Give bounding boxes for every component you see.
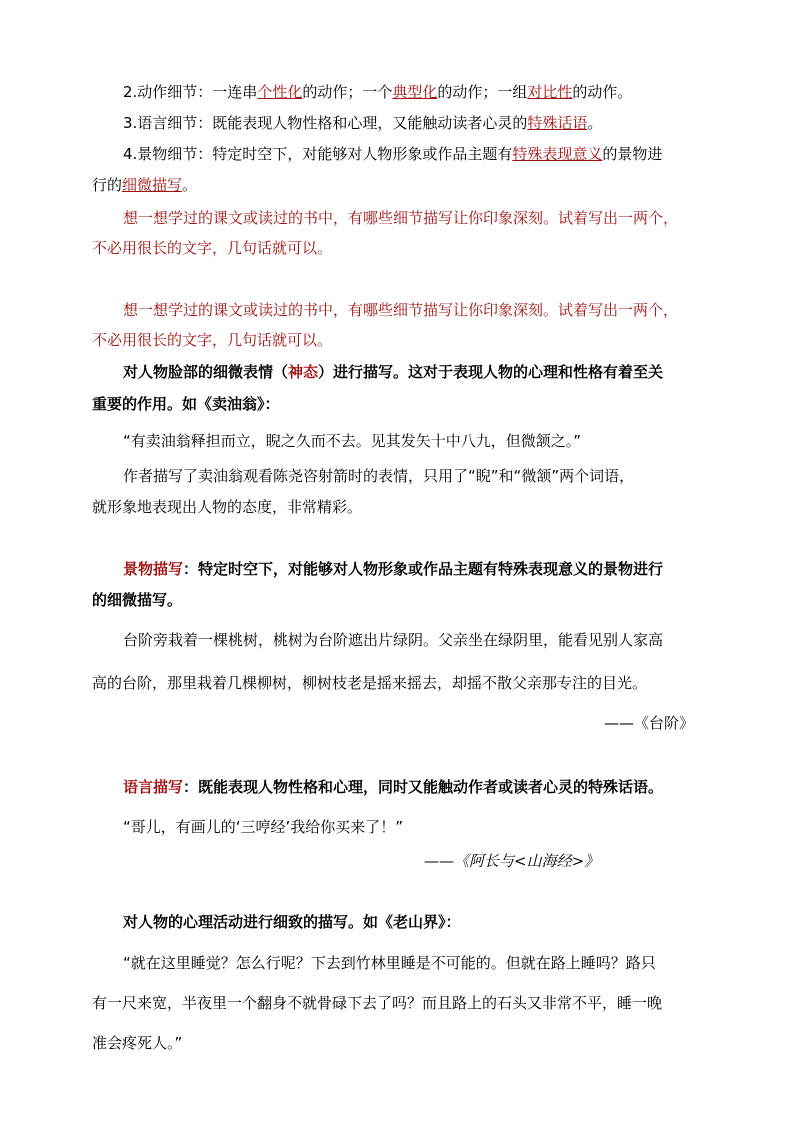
highlight-term: 特殊表现意义 [512,145,603,163]
psych-quote: “就在这里睡觉？怎么行呢？下去到竹林里睡是不可能的。但就在路上睡吗？路只 [123,954,656,972]
scenery-definition: 景物描写：特定时空下，对能够对人物形象或作品主题有特殊表现意义的景物进行 [123,560,664,578]
prompt-text: 想一想学过的课文或读过的书中，有哪些细节描写让你印象深刻。试着写出一两个， [123,301,679,319]
highlight-term: 个性化 [257,83,303,101]
expression-intro: 对人物脸部的细微表情（神态）进行描写。这对于表现人物的心理和性格有着至关 [123,363,664,381]
scenery-definition-line-2: 的细微描写。 [92,591,183,609]
psych-quote-line-3: 准会疼死人。” [92,1034,183,1052]
scenery-detail-line-2: 行的细微描写。 [92,176,198,194]
key-term: 神态 [288,363,319,381]
expression-quote: “有卖油翁释担而立，睨之久而不去。见其发矢十中八九，但微颔之。” [123,432,582,450]
action-detail-line: 2.动作细节：一连串个性化的动作；一个典型化的动作；一组对比性的动作。 [123,83,633,101]
highlight-term: 特殊话语 [527,114,588,132]
language-source: ——《阿长与<山海经>》 [424,852,600,870]
highlight-term: 典型化 [392,83,438,101]
section-label: 语言描写 [123,778,184,796]
highlight-term: 对比性 [527,83,573,101]
psych-intro: 对人物的心理活动进行细致的描写。如《老山界》： [123,913,461,931]
language-definition: 语言描写：既能表现人物性格和心理，同时又能触动作者或读者心灵的特殊话语。 [123,778,664,796]
prompt-text: 想一想学过的课文或读过的书中，有哪些细节描写让你印象深刻。试着写出一两个， [123,209,679,227]
prompt-text: 不必用很长的文字，几句话就可以。 [92,331,333,349]
scenery-detail-line: 4.景物细节：特定时空下，对能够对人物形象或作品主题有特殊表现意义的景物进 [123,145,663,163]
section-label: 景物描写 [123,560,184,578]
expression-analysis-line-2: 就形象地表现出人物的态度，非常精彩。 [92,498,363,516]
language-quote: “哥儿，有画儿的‘三哼经’我给你买来了！” [123,818,404,836]
scenery-source: ——《台阶》 [604,714,695,732]
psych-quote-line-2: 有一尺来宽，半夜里一个翻身不就骨碌下去了吗？而且路上的石头又非常不平，睡一晚 [92,994,663,1012]
prompt-text: 不必用很长的文字，几句话就可以。 [92,239,333,257]
expression-analysis: 作者描写了卖油翁观看陈尧咨射箭时的表情，只用了“睨”和“微颔”两个词语， [123,467,635,485]
language-detail-line: 3.语言细节：既能表现人物性格和心理，又能触动读者心灵的特殊话语。 [123,114,603,132]
scenery-example: 台阶旁栽着一棵桃树，桃树为台阶遮出片绿阴。父亲坐在绿阴里，能看见别人家高 [123,631,664,649]
scenery-example-line-2: 高的台阶，那里栽着几棵柳树，柳树枝老是摇来摇去，却摇不散父亲那专注的目光。 [92,674,648,692]
expression-intro-line-2: 重要的作用。如《卖油翁》： [92,395,280,413]
highlight-term: 细微描写 [122,176,183,194]
